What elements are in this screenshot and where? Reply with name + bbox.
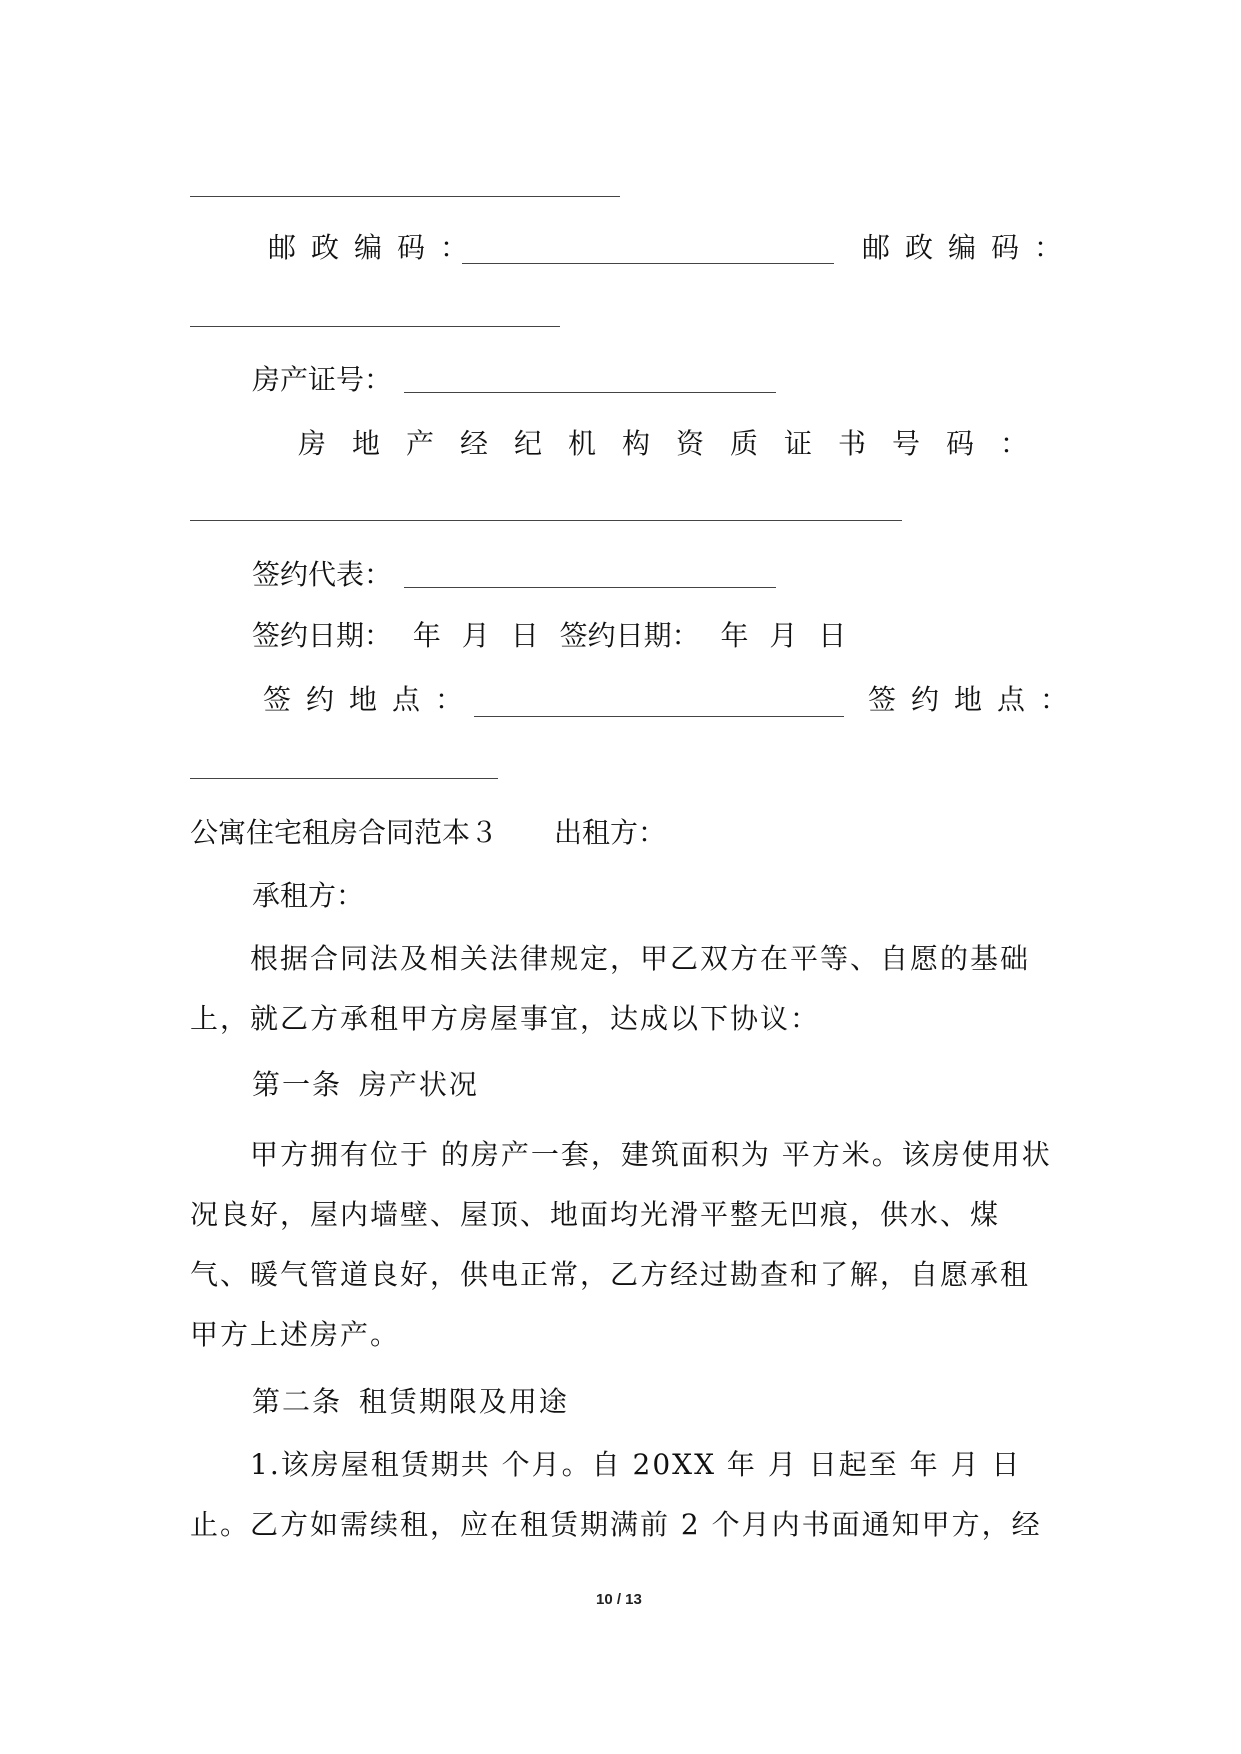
postal-code-blank-2	[190, 326, 560, 327]
property-cert-blank	[404, 392, 776, 393]
sign-rep-label: 签约代表：	[252, 558, 393, 591]
article2-item1: 1.该房屋租赁期共 个月。自 20XX 年 月 日起至 年 月 日止。乙方如需续租，应在租赁期满前 2 个月内书面通知甲方，经	[190, 1448, 1042, 1541]
sign-place-label-2: 签约地点：	[868, 683, 1084, 716]
lessee-label: 承租方：	[252, 879, 365, 912]
contract-title-line: 公寓住宅租房合同范本３ 出租方：	[190, 816, 667, 849]
article1-body: 甲方拥有位于 的房产一套，建筑面积为 平方米。该房使用状况良好，屋内墙壁、屋顶、地面均光滑平整无凹痕，供水、煤气、暖气管道良好，供电正常，乙方经过勘查和了解，自愿承租甲方上述房产。	[190, 1138, 1052, 1351]
property-cert-label: 房产证号：	[252, 363, 393, 396]
sign-place-label: 签约地点：	[263, 683, 479, 716]
page-number: 10 / 13	[596, 1591, 642, 1608]
postal-code-label-2: 邮政编码：	[862, 231, 1078, 264]
sign-date-row: 签约日期： 年 月 日 签约日期： 年 月 日	[252, 619, 847, 652]
agency-cert-blank	[190, 520, 902, 521]
blank-line	[190, 196, 620, 197]
article1-heading: 第一条 房产状况	[252, 1068, 479, 1101]
intro-paragraph: 根据合同法及相关法律规定，甲乙双方在平等、自愿的基础上，就乙方承租甲方房屋事宜，达成以下协议：	[190, 942, 1031, 1035]
sign-place-blank-2	[190, 778, 498, 779]
sign-rep-blank	[404, 587, 776, 588]
article2-heading: 第二条 租赁期限及用途	[252, 1385, 569, 1418]
agency-cert-label: 房地产经纪机构资质证书号码：	[298, 427, 1055, 460]
postal-code-blank	[462, 263, 834, 264]
postal-code-label: 邮政编码：	[268, 231, 484, 264]
sign-place-blank	[474, 716, 844, 717]
